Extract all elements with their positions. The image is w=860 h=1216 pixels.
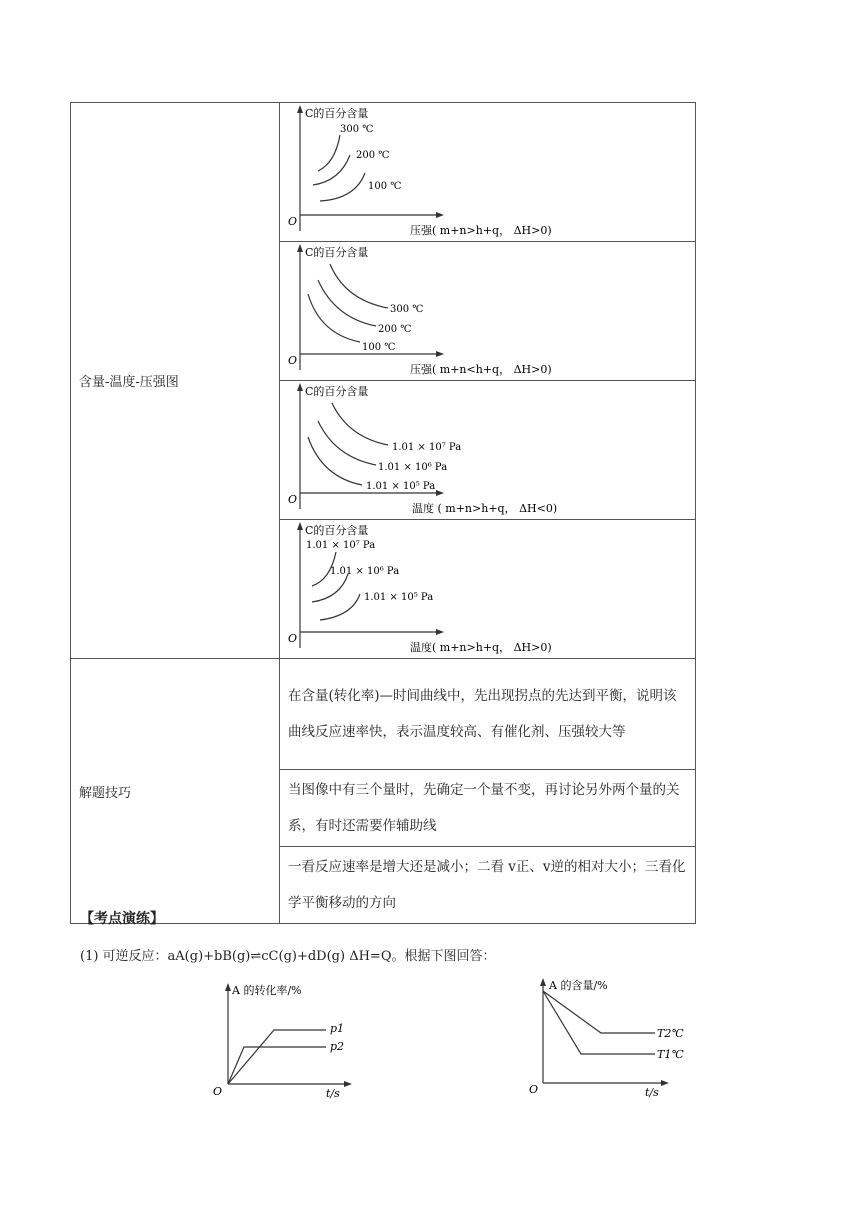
line-p1 — [228, 1030, 326, 1084]
curve-label-100: 100 ℃ — [362, 342, 396, 353]
x-label: 压强( m+n<h+q， ΔH>0) — [410, 363, 552, 376]
chart-pressure-increasing — [280, 103, 695, 241]
curve-label-200: 200 ℃ — [356, 150, 390, 161]
curve-label-200: 200 ℃ — [378, 324, 412, 335]
curve-label-1e6: 1.01 × 10⁶ Pa — [378, 462, 448, 473]
curve-label-100: 100 ℃ — [368, 181, 402, 192]
series-label-t1: T1℃ — [657, 1048, 684, 1061]
curve-label-1e5: 1.01 × 10⁵ Pa — [364, 592, 434, 603]
tip-2: 当图像中有三个量时，先确定一个量不变，再讨论另外两个量的关系，有时还需要作辅助线 — [280, 770, 696, 847]
y-label: C的百分含量 — [305, 524, 369, 537]
x-label: 压强( m+n>h+q， ΔH>0) — [410, 224, 552, 237]
chart-cell-3 — [280, 381, 696, 520]
series-label-p1: p1 — [330, 1022, 345, 1035]
curve-label-1e7: 1.01 × 10⁷ Pa — [392, 442, 462, 453]
chart-cell-4 — [280, 520, 696, 659]
origin: O — [288, 215, 298, 228]
y-axis-arrow — [297, 522, 303, 530]
curve-1e7 — [332, 403, 388, 445]
curve-1e6 — [312, 574, 348, 602]
x-axis-arrow — [436, 212, 444, 218]
curve-label-300: 300 ℃ — [390, 304, 424, 315]
summary-table — [70, 102, 696, 924]
curve-label-1e6: 1.01 × 10⁶ Pa — [330, 566, 400, 577]
y-axis-arrow — [225, 983, 231, 991]
graph-conversion-vs-time — [208, 980, 368, 1100]
y-label: C的百分含量 — [305, 385, 369, 398]
line-t2 — [543, 991, 655, 1033]
origin: O — [288, 493, 298, 506]
x-axis-arrow — [436, 490, 444, 496]
section-heading: 【考点演练】 — [80, 911, 164, 927]
curve-label-1e7: 1.01 × 10⁷ Pa — [306, 540, 376, 551]
curve-100 — [320, 173, 365, 201]
origin: O — [213, 1085, 223, 1098]
x-label: t/s — [326, 1087, 340, 1100]
y-label: A 的转化率/% — [232, 984, 302, 997]
y-label: C的百分含量 — [305, 107, 369, 120]
curve-300 — [318, 135, 340, 171]
origin: O — [288, 354, 298, 367]
x-axis-arrow — [344, 1081, 352, 1087]
origin: O — [288, 632, 298, 645]
row-label-content-temp-pressure: 含量-温度-压强图 — [71, 103, 280, 659]
x-axis-arrow — [661, 1080, 669, 1086]
x-label: t/s — [645, 1086, 659, 1099]
question-text: (1) 可逆反应：aA(g)+bB(g)⇌cC(g)+dD(g) ΔH=Q。根据下图回答： — [80, 949, 496, 964]
chart-pressure-decreasing — [280, 242, 695, 380]
x-axis-arrow — [436, 351, 444, 357]
graph-content-vs-time — [525, 975, 700, 1100]
chart-cell-1 — [280, 103, 696, 242]
curve-1e6 — [318, 421, 376, 465]
line-t1 — [543, 991, 655, 1054]
chart-temperature-endothermic — [280, 520, 695, 658]
x-label: 温度( m+n>h+q， ΔH>0) — [410, 641, 552, 654]
y-axis-arrow — [297, 383, 303, 391]
y-axis-arrow — [297, 244, 303, 252]
curve-200 — [318, 280, 376, 326]
x-label: 温度 ( m+n>h+q， ΔH<0) — [412, 502, 558, 515]
y-label: C的百分含量 — [305, 246, 369, 259]
curve-label-300: 300 ℃ — [340, 124, 374, 135]
chart-cell-2 — [280, 242, 696, 381]
line-p2 — [228, 1047, 326, 1084]
y-axis-arrow — [297, 105, 303, 113]
curve-300 — [330, 264, 388, 308]
series-label-p2: p2 — [330, 1040, 345, 1053]
curve-label-1e5: 1.01 × 10⁵ Pa — [366, 481, 436, 492]
x-axis-arrow — [436, 629, 444, 635]
chart-temperature-exothermic — [280, 381, 695, 519]
tip-1: 在含量(转化率)—时间曲线中，先出现拐点的先达到平衡，说明该曲线反应速率快，表示温度较高、有催化剂、压强较大等 — [280, 659, 696, 770]
tip-3: 一看反应速率是增大还是减小；二看 v正、v逆的相对大小；三看化学平衡移动的方向 — [280, 847, 696, 924]
y-label: A 的含量/% — [549, 979, 608, 992]
origin: O — [529, 1083, 539, 1096]
y-axis-arrow — [540, 978, 546, 986]
row-label-tips: 解题技巧 — [71, 659, 280, 924]
series-label-t2: T2℃ — [657, 1027, 684, 1040]
